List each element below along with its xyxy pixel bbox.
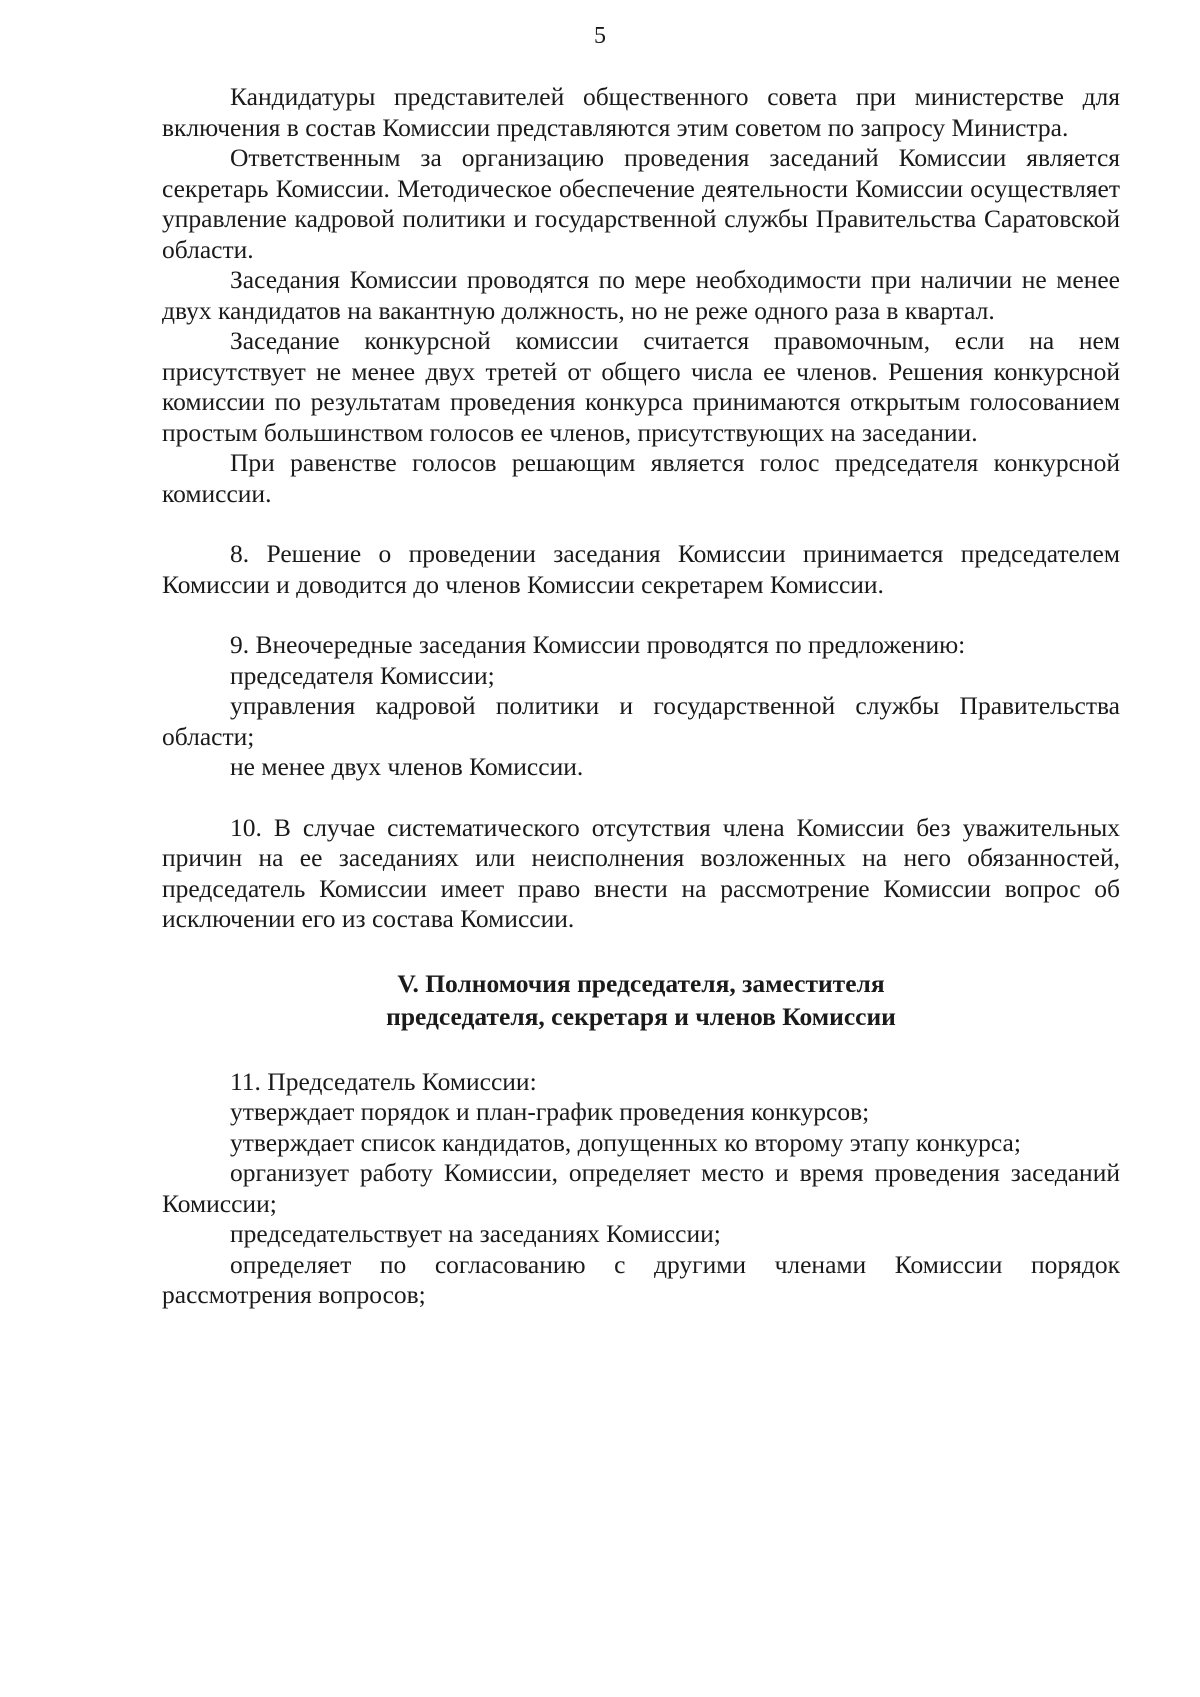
item-9-line: управления кадровой политики и государственной службы Правительства области; (162, 691, 1120, 751)
document-body (162, 82, 1120, 1311)
item-9-line: не менее двух членов Комиссии. (230, 752, 584, 781)
section-heading-line: председателя, секретаря и членов Комиссии (386, 1001, 896, 1031)
page-number: 5 (594, 23, 606, 49)
item-9-line: председателя Комиссии; (230, 660, 495, 690)
item-11-line: организует работу Комиссии, определяет место и время проведения заседаний Комиссии; (162, 1158, 1120, 1218)
item-10: 10. В случае систематического отсутствия члена Комиссии без уважительных причин на ее заседаниях или неисполнения возложенных на него обязанностей, председатель Комиссии имеет право внести на рассмотрение Комиссии вопрос об исключении его из состава Комиссии. (162, 812, 1120, 933)
item-11-line: председательствует на заседаниях Комиссии; (230, 1219, 721, 1248)
item-11-intro: 11. Председатель Комиссии: (230, 1066, 537, 1096)
paragraph-meetings-frequency: Заседания Комиссии проводятся по мере необходимости при наличии не менее двух кандидатов на вакантную должность, но не реже одного раза в квартал. (162, 265, 1120, 325)
paragraph-quorum: Заседание конкурсной комиссии считается правомочным, если на нем присутствует не менее двух третей от общего числа ее членов. Решения конкурсной комиссии по результатам проведения конкурса принимаются открытым голосованием простым большинством голосов ее членов, присутствующих на заседании. (162, 326, 1120, 447)
section-heading-line: V. Полномочия председателя, заместителя (397, 968, 885, 998)
paragraph-tie-vote: При равенстве голосов решающим является голос председателя конкурсной комиссии. (162, 448, 1120, 508)
paragraph-candidates: Кандидатуры представителей общественного совета при министерстве для включения в состав Комиссии представляются этим советом по запросу Министра. (162, 82, 1120, 142)
section-heading (162, 967, 1120, 1033)
item-9-intro: 9. Внеочередные заседания Комиссии проводятся по предложению: (230, 630, 966, 659)
item-11-line: определяет по согласованию с другими членами Комиссии порядок рассмотрения вопросов; (162, 1249, 1120, 1309)
item-8: 8. Решение о проведении заседания Комиссии принимается председателем Комиссии и доводится до членов Комиссии секретарем Комиссии. (162, 539, 1120, 599)
paragraph-secretary: Ответственным за организацию проведения заседаний Комиссии является секретарь Комиссии. Методическое обеспечение деятельности Комиссии осуществляет управление кадровой политики и государственной службы Правительства Саратовской области. (162, 143, 1120, 264)
item-11-line: утверждает порядок и план-график проведения конкурсов; (230, 1097, 870, 1126)
item-11-line: утверждает список кандидатов, допущенных ко второму этапу конкурса; (230, 1127, 1021, 1157)
